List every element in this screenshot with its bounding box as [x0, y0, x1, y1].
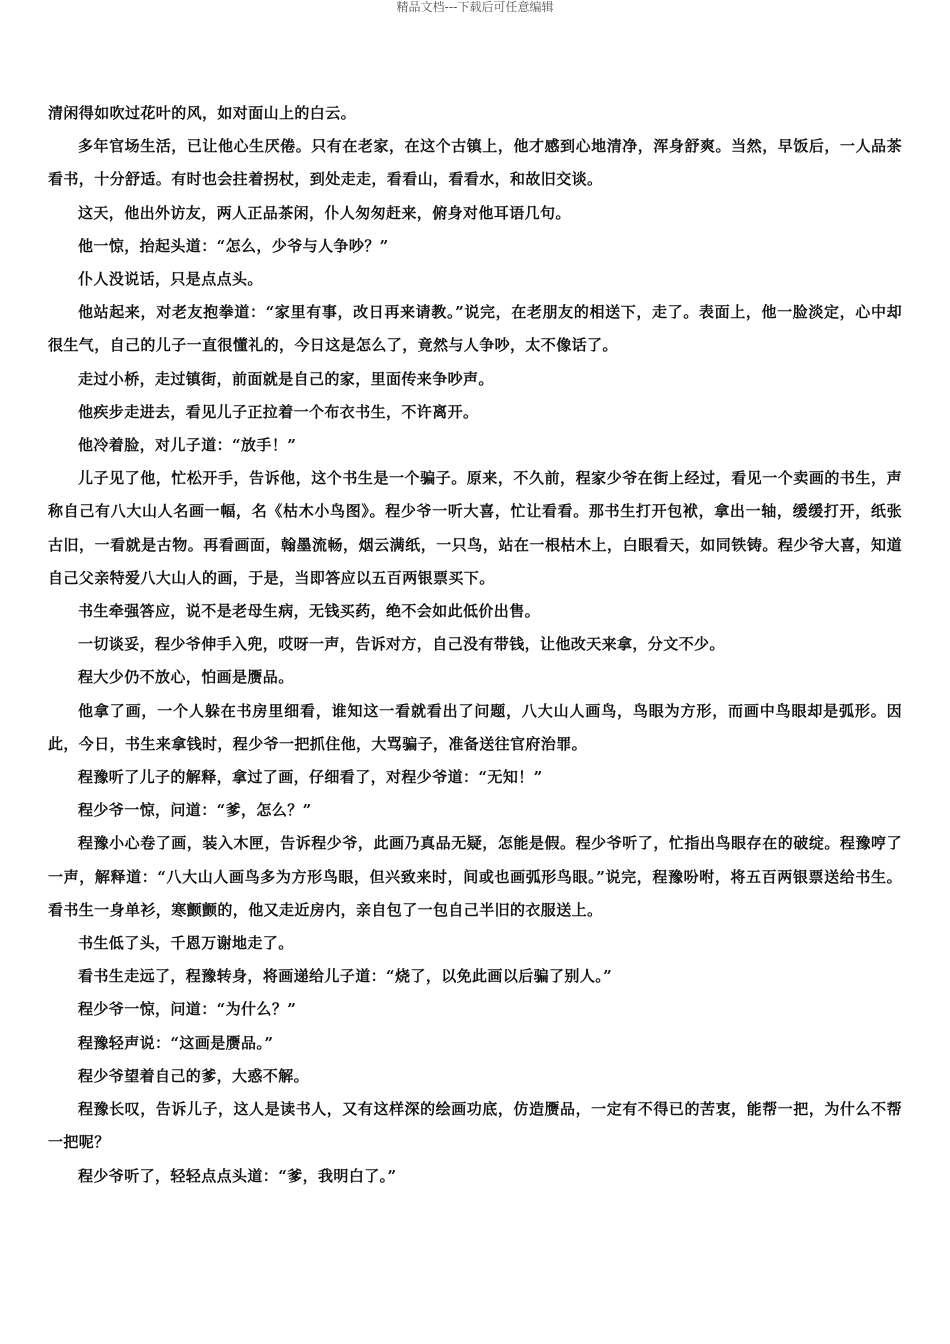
- paragraph: 程少爷一惊，问道：“为什么？”: [78, 1000, 297, 1019]
- paragraph: 他一惊，抬起头道：“怎么，少爷与人争吵？”: [78, 236, 389, 255]
- paragraph: 他站起来，对老友抱拳道：“家里有事，改日再来请教。”说完，在老朋友的相送下，走了。表面上，他一脸淡定，心中却很生气，自己的儿子一直很懂礼的，今日这是怎么了，竟然与人争吵，太不像话了。: [48, 303, 902, 355]
- paragraph: 他冷着脸，对儿子道：“放手！”: [78, 436, 297, 455]
- paragraph: 程豫长叹，告诉儿子，这人是读书人，又有这样深的绘画功底，仿造赝品，一定有不得已的苦衷，能帮一把，为什么不帮一把呢？: [48, 1100, 902, 1152]
- paragraph: 仆人没说话，只是点点头。: [78, 270, 263, 289]
- paragraph: 多年官场生活，已让他心生厌倦。只有在老家，在这个古镇上，他才感到心地清净，浑身舒爽。当然，早饭后，一人品茶看书，十分舒适。有时也会拄着拐杖，到处走走，看看山，看看水，和故旧交谈。: [48, 137, 902, 189]
- paragraph: 一切谈妥，程少爷伸手入兜，哎呀一声，告诉对方，自己没有带钱，让他改天来拿，分文不少。: [78, 635, 725, 654]
- paragraph: 走过小桥，走过镇街，前面就是自己的家，里面传来争吵声。: [78, 369, 494, 388]
- paragraph: 程少爷望着自己的爹，大惑不解。: [78, 1066, 310, 1085]
- document-body: [48, 97, 902, 1193]
- paragraph: 这天，他出外访友，两人正品茶闲，仆人匆匆赶来，俯身对他耳语几句。: [78, 203, 571, 222]
- page-header: 精品文档---下载后可任意编辑: [396, 0, 554, 14]
- paragraph: 他疾步走进去，看见儿子正拉着一个布衣书生，不许离开。: [78, 402, 479, 421]
- paragraph: 看书生走远了，程豫转身，将画递给儿子道：“烧了，以免此画以后骗了别人。”: [78, 967, 613, 986]
- paragraph: 程豫听了儿子的解释，拿过了画，仔细看了，对程少爷道：“无知！”: [78, 768, 543, 787]
- paragraph: 程豫轻声说：“这画是赝品。”: [78, 1033, 274, 1052]
- paragraph: 书生牵强答应，说不是老母生病，无钱买药，绝不会如此低价出售。: [78, 602, 541, 621]
- paragraph-continued: 清闲得如吹过花叶的风，如对面山上的白云。: [48, 104, 357, 122]
- paragraph: 书生低了头，千恩万谢地走了。: [78, 934, 294, 953]
- paragraph: 程少爷一惊，问道：“爹，怎么？”: [78, 801, 312, 820]
- paragraph: 程大少仍不放心，怕画是赝品。: [78, 668, 294, 687]
- paragraph: 儿子见了他，忙松开手，告诉他，这个书生是一个骗子。原来，不久前，程家少爷在街上经过，看见一个卖画的书生，声称自己有八大山人名画一幅，名《枯木小鸟图》。程少爷一听大喜，忙让看看。那书生打开包袱，拿出一轴，缓缓打开，纸张古旧，一看就是古物。再看画面，翰墨流畅，烟云满纸，一只鸟，站在一根枯木上，白眼看天，如同铁铸。程少爷大喜，知道自己父亲特爱八大山人的画，于是，当即答应以五百两银票买下。: [48, 469, 902, 587]
- paragraph: 程少爷听了，轻轻点点头道：“爹，我明白了。”: [78, 1166, 397, 1185]
- paragraph: 他拿了画，一个人躲在书房里细看，谁知这一看就看出了问题，八大山人画鸟，鸟眼为方形，而画中鸟眼却是弧形。因此，今日，书生来拿钱时，程少爷一把抓住他，大骂骗子，准备送往官府治罪。: [48, 701, 902, 753]
- paragraph: 程豫小心卷了画，装入木匣，告诉程少爷，此画乃真品无疑，怎能是假。程少爷听了，忙指出鸟眼存在的破绽。程豫哼了一声，解释道：“八大山人画鸟多为方形鸟眼，但兴致来时，间或也画弧形鸟眼。”说完，程豫吩咐，将五百两银票送给书生。看书生一身单衫，寒颤颤的，他又走近房内，亲自包了一包自己半旧的衣服送上。: [48, 834, 902, 919]
